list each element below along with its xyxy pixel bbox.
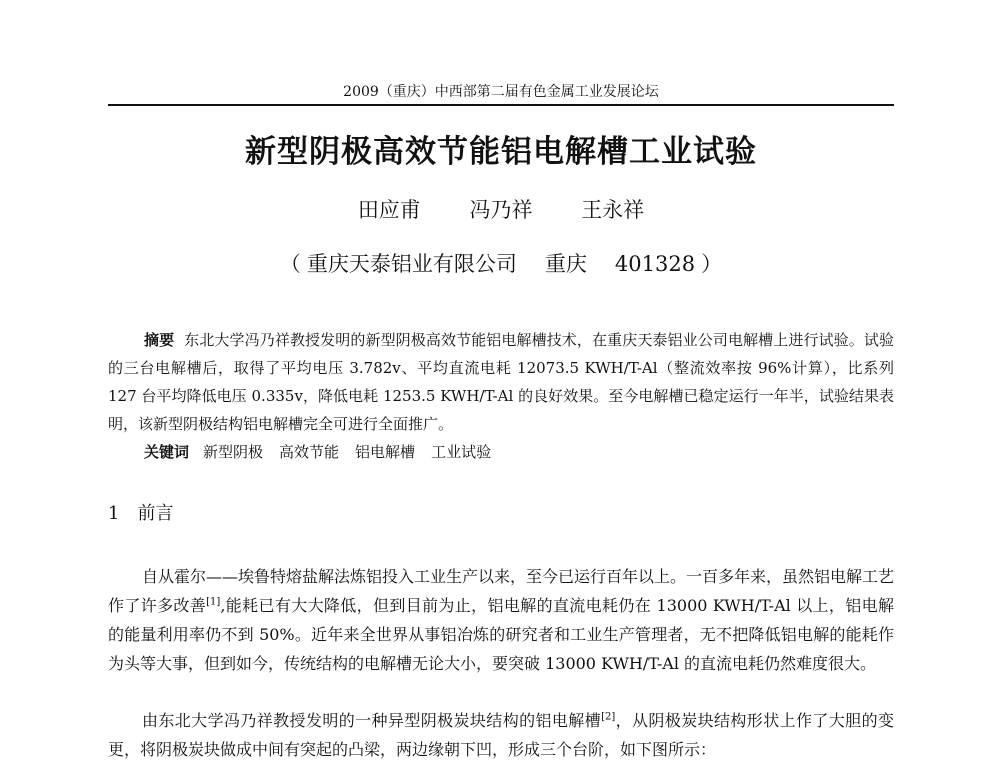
paragraph-text: 自从霍尔——埃鲁特熔盐解法炼铝投入工业生产以来，至今已运行百年以上。一百多年来，虽然铝电解工艺作了许多改善 — [108, 567, 895, 615]
affiliation-open-paren: （ — [279, 252, 301, 276]
affiliation-postcode: 401328 — [614, 252, 696, 276]
keyword: 铝电解槽 — [355, 443, 416, 461]
author-name: 冯乃祥 — [469, 198, 533, 222]
abstract — [108, 326, 894, 438]
paragraph-text: ,能耗已有大大降低，但到目前为止，铝电解的直流电耗仍在 13000 KWH/T-Al 以上，铝电解的能量利用率仍不到 50%。近年来全世界从事铝冶炼的研究者和工业生产管理者，无不把降低铝电解的能耗作为头等大事，但到如今，传统结构的电解槽无论大小，要突破 13000 KWH/T-Al 的直流电耗仍然难度很大。 — [108, 596, 894, 673]
section-number: 1 — [108, 503, 120, 524]
author-name: 田应甫 — [357, 198, 421, 222]
abstract-label: 摘要 — [144, 331, 175, 349]
affiliation-city: 重庆 — [544, 252, 587, 276]
keyword: 新型阴极 — [203, 443, 264, 461]
affiliation — [108, 250, 894, 278]
header-rule — [108, 104, 894, 106]
abstract-text: 东北大学冯乃祥教授发明的新型阴极高效节能铝电解槽技术，在重庆天泰铝业公司电解槽上进行试验。试验的三台电解槽后，取得了平均电压 3.782v、平均直流电耗 12073.5 KWH/T-Al（整流效率按 96%计算），比系列 127 台平均降低电压 0.335v，降低电耗 1253.5 KWH/T-Al 的良好效果。至今电解槽已稳定运行一年半，试验结果表明，该新型阴极结构铝电解槽完全可进行全面推广。 — [108, 331, 894, 433]
affiliation-company: 重庆天泰铝业有限公司 — [306, 252, 517, 276]
author-list — [108, 196, 894, 224]
author-name: 王永祥 — [581, 198, 645, 222]
body-paragraph — [108, 706, 894, 764]
running-header: 2009（重庆）中西部第二届有色金属工业发展论坛 — [343, 84, 659, 100]
paper-title: 新型阴极高效节能铝电解槽工业试验 — [245, 134, 757, 170]
citation-ref: [1] — [206, 596, 221, 608]
paragraph-text: ，从阴极炭块结构形状上作了大胆的变更，将阴极炭块做成中间有突起的凸梁，两边缘朝下凹，形成三个台阶，如下图所示： — [108, 711, 894, 759]
paragraph-text: 由东北大学冯乃祥教授发明的一种异型阴极炭块结构的铝电解槽 — [142, 711, 602, 730]
affiliation-close-paren: ） — [701, 252, 723, 276]
section-title: 前言 — [137, 503, 174, 524]
keyword: 工业试验 — [431, 443, 492, 461]
keywords — [108, 438, 930, 466]
citation-ref: [2] — [601, 711, 616, 723]
body-paragraph — [108, 562, 894, 678]
keywords-label: 关键词 — [144, 443, 190, 461]
section-heading — [108, 500, 173, 528]
keyword: 高效节能 — [279, 443, 340, 461]
